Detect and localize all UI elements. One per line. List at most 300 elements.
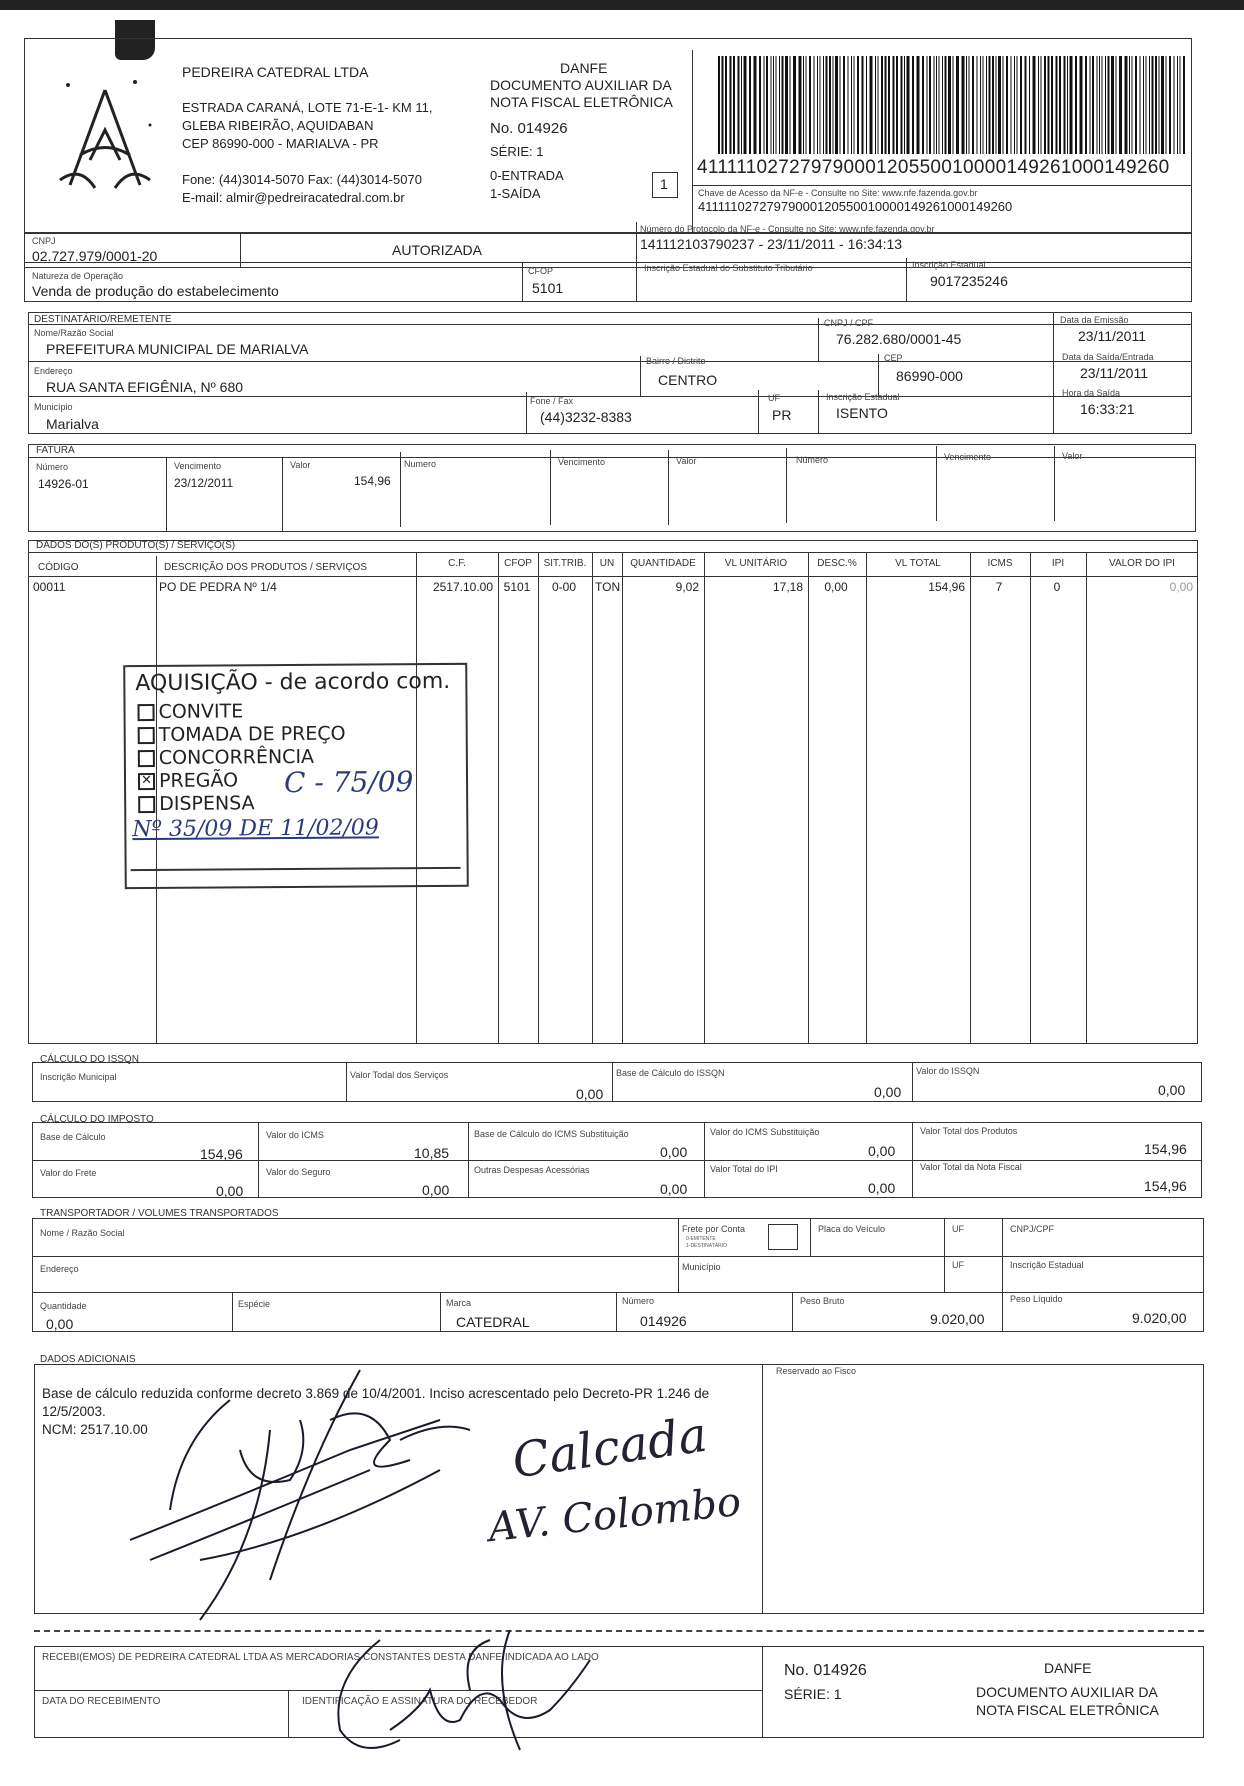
barcode-bar	[814, 56, 815, 154]
imposto-total-nf-label: Valor Total da Nota Fiscal	[920, 1162, 1022, 1172]
fatura-vdiv-6	[786, 448, 787, 523]
transport-qtd: 0,00	[46, 1316, 74, 1332]
barcode-bar	[1149, 56, 1150, 154]
imposto-outras-label: Outras Despesas Acessórias	[474, 1165, 590, 1175]
handwriting-colombo: AV. Colombo	[486, 1478, 744, 1552]
additional-text-3: NCM: 2517.10.00	[42, 1422, 148, 1437]
fatura-vdiv-4	[550, 450, 551, 525]
barcode-bar	[1099, 56, 1100, 154]
barcode-bar	[1020, 56, 1022, 154]
barcode-bar	[1102, 56, 1103, 154]
products-col-divider	[498, 552, 499, 1044]
barcode-bar	[1129, 56, 1130, 154]
recipient-vdiv-6	[758, 390, 759, 434]
ie-label: Inscrição Estadual	[912, 260, 986, 270]
natureza-row-div-2	[906, 258, 907, 302]
handwriting-calcada: Calcada	[509, 1406, 711, 1490]
fatura-valor-label-3: Valor	[1062, 451, 1083, 461]
products-header-cell: SIT.TRIB.	[543, 558, 587, 569]
barcode-bar	[1152, 56, 1154, 154]
barcode-bar	[766, 56, 768, 154]
receipt-data-label: DATA DO RECEBIMENTO	[42, 1696, 161, 1707]
imposto-seguro: 0,00	[422, 1182, 450, 1198]
stamp-option-label: DISPENSA	[159, 792, 255, 815]
barcode-bar	[1174, 56, 1175, 154]
barcode-bar	[998, 56, 1001, 154]
barcode-bar	[1011, 56, 1012, 154]
barcode-bar	[1044, 56, 1046, 154]
barcode-bar	[785, 56, 788, 154]
saida-value: 23/11/2011	[1080, 365, 1148, 381]
transport-peso-liq-label: Peso Líquido	[1010, 1294, 1063, 1304]
receipt-text: RECEBI(EMOS) DE PEDREIRA CATEDRAL LTDA AS MERCADORIAS CONSTANTES DESTA DANFE INDICADA AO LADO	[42, 1652, 599, 1663]
stamp-option	[137, 700, 243, 723]
fatura-venc-label-2: Vencimento	[558, 457, 606, 467]
recipient-vdiv-3	[640, 356, 641, 396]
transport-peso-liq: 9.020,00	[1132, 1310, 1187, 1326]
products-col-divider	[622, 552, 623, 1044]
barcode-bar	[878, 56, 879, 154]
stamp-option-label: PREGÃO	[158, 769, 239, 792]
additional-vdiv	[762, 1364, 763, 1614]
barcode-bar	[927, 56, 928, 154]
danfe-subtitle-2: NOTA FISCAL ELETRÔNICA	[490, 94, 673, 110]
uf-value: PR	[772, 407, 792, 423]
barcode-bar	[945, 56, 947, 154]
imposto-icms-st: 0,00	[868, 1143, 896, 1159]
fatura-valor-label-2: Valor	[676, 456, 697, 466]
transport-municipio-label: Município	[682, 1262, 721, 1272]
products-header-top	[28, 552, 1198, 553]
barcode-bar	[962, 56, 965, 154]
barcode-bar	[803, 56, 804, 154]
recipient-section-title: DESTINATÁRIO/REMETENTE	[34, 314, 172, 325]
barcode-bar	[1067, 56, 1068, 154]
barcode-bar	[969, 56, 970, 154]
barcode-bar	[956, 56, 959, 154]
recipient-vdiv-5	[526, 392, 527, 434]
barcode-bar	[1014, 56, 1015, 154]
barcode-bar	[782, 56, 784, 154]
barcode-bar	[835, 56, 838, 154]
products-header-cell: DESCRIÇÃO DOS PRODUTOS / SERVIÇOS	[164, 562, 368, 573]
issqn-total-serv: 0,00	[576, 1086, 604, 1102]
receipt-number: No. 014926	[784, 1662, 867, 1679]
signature-scrawl	[110, 1360, 490, 1640]
protocol-label: Número do Protocolo da NF-e - Consulte no Site: www.nfe.fazenda.gov.br	[640, 224, 935, 234]
transport-placa-label: Placa do Veículo	[818, 1224, 886, 1234]
products-cell: PO DE PEDRA Nº 1/4	[159, 580, 277, 594]
issuer-logo	[50, 70, 160, 200]
products-header-cell: CÓDIGO	[38, 562, 79, 573]
transport-uf-label: UF	[952, 1224, 964, 1234]
barcode-bar	[1177, 56, 1178, 154]
barcode-bar	[1183, 56, 1185, 154]
imposto-vdiv-4	[912, 1122, 913, 1198]
barcode-bar	[1064, 56, 1066, 154]
danfe-type-value: 1	[660, 176, 668, 192]
barcode-bar	[1132, 56, 1133, 154]
transport-vdiv-3	[944, 1218, 945, 1292]
fatura-vdiv-2	[282, 457, 283, 532]
recipient-cnpj: 76.282.680/0001-45	[836, 331, 962, 347]
imposto-frete-label: Valor do Frete	[40, 1168, 97, 1178]
barcode-bar	[779, 56, 780, 154]
stamp-handwritten-code: C - 75/09	[283, 765, 414, 800]
recipient-vdiv-1	[818, 318, 819, 362]
fatura-valor: 154,96	[354, 474, 391, 488]
imposto-frete: 0,00	[216, 1183, 244, 1199]
reservado-label: Reservado ao Fisco	[776, 1366, 857, 1376]
recipient-vdiv-2	[1053, 312, 1054, 434]
natureza-row-div-1	[522, 262, 523, 302]
danfe-entrada: 0-ENTRADA	[490, 168, 564, 183]
issuer-name: PEDREIRA CATEDRAL LTDA	[182, 64, 369, 80]
barcode-bar	[1180, 56, 1181, 154]
products-col-divider	[1086, 552, 1087, 1044]
transport-vdiv-6	[440, 1292, 441, 1332]
barcode-bar	[826, 56, 828, 154]
barcode-bar	[773, 56, 774, 154]
access-key-value: 41111102727979000120550010000149261000149260	[698, 199, 1013, 214]
barcode-bar	[901, 56, 903, 154]
transport-line-1	[32, 1256, 1204, 1257]
fatura-vencimento: 23/12/2011	[174, 476, 234, 490]
transport-box	[32, 1218, 1204, 1332]
transport-frete-label: Frete por Conta	[682, 1224, 746, 1234]
receipt-ident-label: IDENTIFICAÇÃO E ASSINATURA DO RECEBEDOR	[302, 1696, 538, 1707]
transport-marca: CATEDRAL	[456, 1314, 530, 1330]
barcode-bar	[1135, 56, 1137, 154]
fatura-line	[28, 457, 1196, 458]
barcode-bar	[939, 56, 940, 154]
barcode-bar	[977, 56, 978, 154]
barcode-bar	[809, 56, 811, 154]
cfop-value: 5101	[532, 280, 564, 296]
fatura-vdiv-8	[1054, 446, 1055, 521]
natureza-label: Natureza de Operação	[32, 271, 124, 281]
issuer-cnpj: 02.727.979/0001-20	[32, 248, 158, 264]
stamp-checkbox	[138, 727, 155, 744]
imposto-base-st: 0,00	[660, 1144, 688, 1160]
protocol-value: 141112103790237 - 23/11/2011 - 16:34:13	[640, 236, 903, 252]
issqn-valor-label: Valor do ISSQN	[916, 1066, 980, 1076]
issuer-address-2: GLEBA RIBEIRÃO, AQUIDABAN	[182, 118, 374, 133]
barcode-number: 41111102727979000120550010000149261000149260	[697, 157, 1170, 178]
stamp-checkbox	[138, 750, 155, 767]
products-header-cell: QUANTIDADE	[630, 558, 696, 569]
fatura-numero-label: Número	[36, 462, 69, 472]
barcode-bar	[992, 56, 994, 154]
emissao-value: 23/11/2011	[1078, 328, 1146, 344]
imposto-icms-label: Valor do ICMS	[266, 1130, 324, 1140]
products-col-divider	[538, 552, 539, 1044]
stamp-option	[138, 769, 238, 792]
products-cell: 7	[995, 580, 1003, 594]
imposto-base-label: Base de Cálculo	[40, 1132, 106, 1142]
barcode-bar	[722, 56, 724, 154]
barcode-bar	[1140, 56, 1141, 154]
transport-frete-opt1: 0-EMITENTE	[686, 1236, 716, 1242]
imposto-seguro-label: Valor do Seguro	[266, 1167, 331, 1177]
barcode-bar	[912, 56, 914, 154]
municipio-label: Município	[34, 402, 73, 412]
barcode-bar	[1143, 56, 1144, 154]
bairro-label: Bairro / Distrito	[646, 356, 706, 366]
barcode-bar	[948, 56, 951, 154]
barcode-bar	[744, 56, 747, 154]
stamp-option-label: CONCORRÊNCIA	[158, 745, 315, 769]
products-cell: 0-00	[551, 580, 577, 594]
issuer-address-3: CEP 86990-000 - MARIALVA - PR	[182, 136, 379, 151]
imposto-vdiv-1	[258, 1122, 259, 1198]
barcode-bar	[829, 56, 831, 154]
barcode-bar	[888, 56, 890, 154]
barcode-bar	[870, 56, 873, 154]
transport-peso-bruto-label: Peso Bruto	[800, 1296, 845, 1306]
barcode-bar	[799, 56, 802, 154]
nfe-status: AUTORIZADA	[392, 242, 482, 258]
barcode-bar	[817, 56, 818, 154]
transport-vdiv-1	[678, 1218, 679, 1292]
recipient-line-2	[28, 361, 1192, 362]
cep-label: CEP	[884, 353, 903, 363]
products-cell: 9,02	[675, 580, 699, 594]
barcode-bar	[764, 56, 765, 154]
barcode-bar	[917, 56, 920, 154]
barcode-bar	[840, 56, 841, 154]
barcode-bar	[907, 56, 910, 154]
recipient-ie-value: ISENTO	[836, 405, 888, 421]
fone-label: Fone / Fax	[530, 396, 574, 406]
transport-line-2	[32, 1292, 1204, 1293]
issuer-address-1: ESTRADA CARANÁ, LOTE 71-E-1- KM 11,	[182, 100, 433, 115]
barcode-bar	[1017, 56, 1018, 154]
stamp-option	[138, 723, 346, 746]
imposto-total-prod: 154,96	[1144, 1141, 1187, 1157]
fatura-numero-label-2: Numero	[404, 459, 437, 469]
receipt-danfe: DANFE	[1044, 1660, 1092, 1676]
barcode-bar	[725, 56, 727, 154]
barcode-bar	[885, 56, 887, 154]
barcode-bar	[1041, 56, 1042, 154]
barcode-bar	[730, 56, 732, 154]
barcode-bar	[1029, 56, 1030, 154]
barcode-bar	[823, 56, 824, 154]
fatura-vdiv-1	[166, 457, 167, 532]
barcode-bar	[771, 56, 772, 154]
additional-text-2: 12/5/2003.	[42, 1404, 106, 1419]
issqn-vdiv-2	[612, 1062, 613, 1102]
barcode-bar	[1097, 56, 1098, 154]
products-cell: 2517.10.00	[432, 580, 493, 594]
transport-vdiv-9	[1002, 1292, 1003, 1332]
barcode-bar	[1155, 56, 1157, 154]
receipt-vdiv-2	[288, 1690, 289, 1738]
transport-vdiv-5	[232, 1292, 233, 1332]
stamp-option-label: CONVITE	[158, 700, 244, 723]
products-cell: 17,18	[772, 580, 803, 594]
transport-section-title: TRANSPORTADOR / VOLUMES TRANSPORTADOS	[40, 1208, 279, 1219]
fatura-numero-label-3: Número	[796, 455, 829, 465]
cfop-label: CFOP	[528, 266, 554, 276]
imposto-outras: 0,00	[660, 1181, 688, 1197]
transport-nome-label: Nome / Razão Social	[40, 1228, 125, 1238]
imposto-vdiv-2	[468, 1122, 469, 1198]
uf-label: UF	[768, 393, 780, 403]
bairro-value: CENTRO	[658, 372, 718, 388]
fatura-venc-label: Vencimento	[174, 461, 222, 471]
barcode-bar	[983, 56, 984, 154]
stamp-checkbox	[138, 796, 155, 813]
receipt-sub-1: DOCUMENTO AUXILIAR DA	[976, 1684, 1158, 1700]
fatura-venc-label-3: Vencimento	[944, 452, 992, 462]
transport-peso-bruto: 9.020,00	[930, 1311, 985, 1327]
stamp-option	[138, 792, 255, 815]
acquisition-stamp	[123, 663, 469, 889]
transport-ie-label: Inscrição Estadual	[1010, 1260, 1084, 1270]
imposto-section-title: CÁLCULO DO IMPOSTO	[40, 1114, 154, 1125]
imposto-icms-st-label: Valor do ICMS Substituição	[710, 1127, 820, 1137]
products-header-cell: CFOP	[504, 558, 532, 569]
barcode-bar	[1080, 56, 1083, 154]
access-key-label: Chave de Acesso da NF-e - Consulte no Site: www.nfe.fazenda.gov.br	[698, 188, 978, 198]
issqn-section-title: CÁLCULO DO ISSQN	[40, 1054, 139, 1065]
barcode-bar	[1111, 56, 1114, 154]
imposto-vdiv-3	[704, 1122, 705, 1198]
barcode-bar	[738, 56, 740, 154]
transport-vdiv-4	[1002, 1218, 1003, 1292]
receipt-vdiv-1	[762, 1646, 763, 1738]
products-cell: 154,96	[928, 580, 965, 594]
municipio-value: Marialva	[46, 416, 99, 432]
barcode-bar	[851, 56, 852, 154]
cep-value: 86990-000	[896, 368, 963, 384]
transport-frete-box	[768, 1224, 798, 1250]
barcode-bar	[1075, 56, 1077, 154]
products-header-cell: VL UNITÁRIO	[724, 558, 788, 569]
products-cell: 0	[1053, 580, 1061, 594]
stamp-title: AQUISIÇÃO - de acordo com.	[135, 668, 451, 697]
danfe-title: DANFE	[560, 60, 608, 76]
fatura-vdiv-5	[668, 450, 669, 525]
barcode-bar	[741, 56, 742, 154]
barcode-bar	[1146, 56, 1147, 154]
imposto-total-prod-label: Valor Total dos Produtos	[920, 1126, 1018, 1136]
barcode-bar	[793, 56, 796, 154]
barcode-bar	[790, 56, 791, 154]
barcode-bar	[718, 56, 720, 154]
barcode-bar	[1033, 56, 1036, 154]
barcode-bar	[749, 56, 751, 154]
barcode-bar	[893, 56, 895, 154]
products-col-divider	[970, 552, 971, 1044]
scan-top-edge	[0, 0, 1244, 10]
issqn-base: 0,00	[874, 1084, 902, 1100]
recipient-line-1	[28, 324, 1192, 325]
imposto-total-nf: 154,96	[1144, 1178, 1187, 1194]
barcode-bar	[881, 56, 883, 154]
barcode-bar	[1159, 56, 1160, 154]
products-col-divider	[1030, 552, 1031, 1044]
products-header-cell: C.F.	[448, 558, 466, 569]
barcode-bar	[806, 56, 807, 154]
barcode-bar	[1125, 56, 1128, 154]
issuer-email: E-mail: almir@pedreiracatedral.com.br	[182, 190, 405, 205]
barcode-bar	[759, 56, 761, 154]
barcode-bar	[942, 56, 943, 154]
hora-value: 16:33:21	[1080, 401, 1135, 417]
fatura-section-title: FATURA	[36, 445, 75, 456]
barcode-bar	[1006, 56, 1008, 154]
imposto-base-st-label: Base de Cálculo do ICMS Substituição	[474, 1129, 629, 1139]
barcode-bar	[854, 56, 855, 154]
receiver-signature	[320, 1620, 610, 1770]
issqn-base-label: Base de Cálculo do ISSQN	[616, 1068, 725, 1078]
products-cell: 00011	[33, 580, 66, 594]
barcode-bar	[1108, 56, 1110, 154]
barcode-bar	[966, 56, 967, 154]
ie-value: 9017235246	[930, 273, 1008, 289]
products-col-divider	[592, 552, 593, 1044]
transport-vdiv-8	[792, 1292, 793, 1332]
products-header-cell: IPI	[1051, 558, 1065, 569]
barcode-bar	[989, 56, 991, 154]
recipient-name-label: Nome/Razão Social	[34, 328, 114, 338]
imposto-icms: 10,85	[414, 1145, 450, 1161]
barcode-bar	[1092, 56, 1094, 154]
recipient-line-3	[28, 396, 1192, 397]
barcode-bar	[986, 56, 987, 154]
products-header-cell: DESC.%	[817, 558, 857, 569]
imposto-base: 154,96	[200, 1146, 243, 1162]
transport-qtd-label: Quantidade	[40, 1301, 87, 1311]
transport-uf-label-2: UF	[952, 1260, 964, 1270]
emissao-label: Data da Emissão	[1060, 315, 1129, 325]
barcode-bar	[1169, 56, 1171, 154]
transport-numero-label: Número	[622, 1296, 655, 1306]
recipient-vdiv-7	[818, 390, 819, 434]
products-cell: TON	[595, 580, 621, 594]
barcode-bar	[972, 56, 974, 154]
barcode-bar	[848, 56, 849, 154]
recipient-ie-label: Inscrição Estadual	[826, 392, 900, 402]
danfe-subtitle-1: DOCUMENTO AUXILIAR DA	[490, 77, 672, 93]
additional-text-1: Base de cálculo reduzida conforme decreto 3.869 de 10/4/2001. Inciso acrescentado pelo Decreto-PR 1.246 de	[42, 1386, 710, 1401]
barcode-bar	[1090, 56, 1091, 154]
endereco-value: RUA SANTA EFIGÊNIA, Nº 680	[46, 379, 244, 395]
products-col-divider	[866, 552, 867, 1044]
transport-endereco-label: Endereço	[40, 1264, 79, 1274]
receipt-sub-2: NOTA FISCAL ELETRÔNICA	[976, 1702, 1159, 1718]
stamp-numero-line: Nº 35/09 DE 11/02/09	[132, 815, 379, 843]
recipient-cnpj-label: CNPJ / CPF	[824, 318, 874, 328]
danfe-number: No. 014926	[490, 120, 568, 137]
fatura-vdiv-3	[400, 452, 401, 527]
barcode-bar	[875, 56, 876, 154]
barcode-bar	[953, 56, 954, 154]
stamp-option-label: TOMADA DE PREÇO	[158, 722, 346, 746]
fatura-numero: 14926-01	[38, 477, 89, 491]
fatura-vdiv-7	[936, 446, 937, 521]
barcode-bar	[866, 56, 867, 154]
fatura-valor-label: Valor	[290, 460, 311, 470]
imposto-ipi-label: Valor Total do IPI	[710, 1164, 778, 1174]
barcode-bar	[733, 56, 735, 154]
barcode-bar	[1048, 56, 1050, 154]
barcode-bar	[980, 56, 981, 154]
stamp-bottom-rule	[131, 867, 461, 871]
